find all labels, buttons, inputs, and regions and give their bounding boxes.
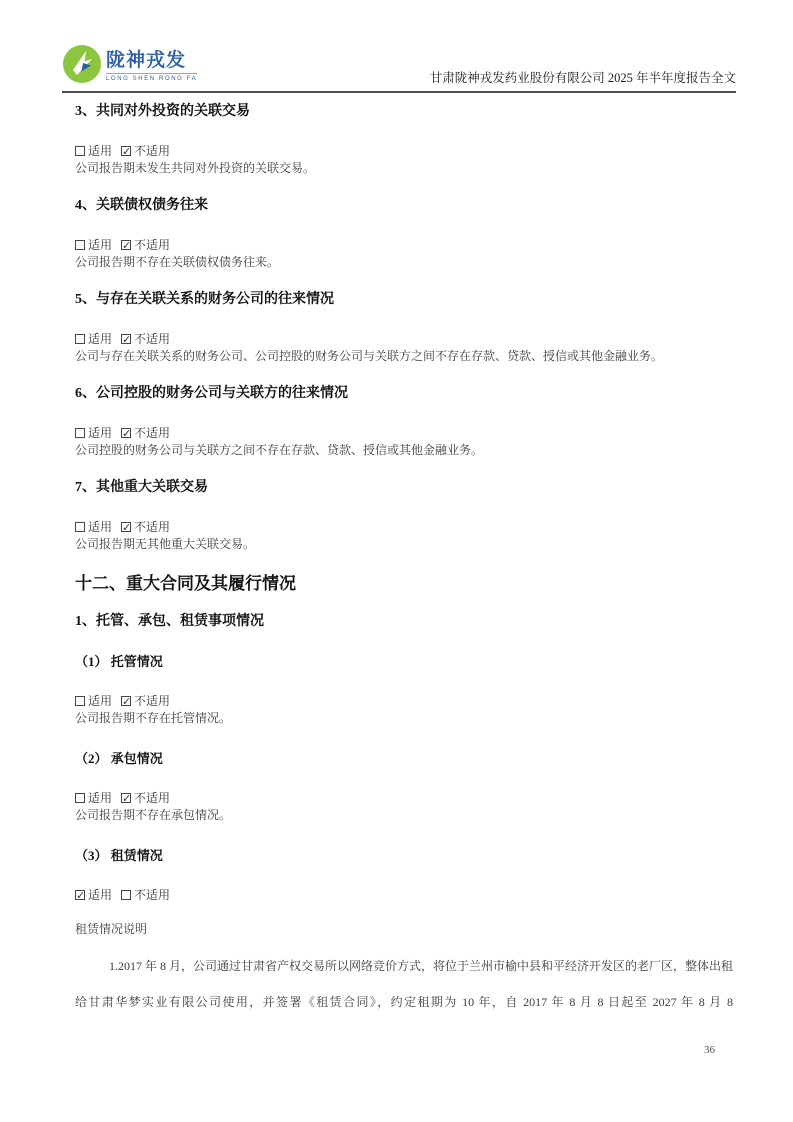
- applicable-label: 适用: [88, 694, 113, 708]
- checkbox-not-applicable-icon: [121, 793, 131, 803]
- checkbox-applicable-icon: [75, 522, 85, 532]
- section-4-applicability: [75, 237, 733, 254]
- section-3-heading: 3、共同对外投资的关联交易: [75, 104, 250, 119]
- company-name-en: LONG SHEN RONG FA: [106, 73, 197, 82]
- section-3-body: 公司报告期未发生共同对外投资的关联交易。: [75, 161, 316, 175]
- report-body: [0, 103, 793, 1020]
- checkbox-not-applicable-icon: [121, 890, 131, 900]
- page-header: [62, 0, 736, 93]
- applicable-label: 适用: [88, 888, 113, 902]
- section-6-heading: 6、公司控股的财务公司与关联方的往来情况: [75, 386, 348, 401]
- checkbox-not-applicable-icon: [121, 334, 131, 344]
- contracting-body: 公司报告期不存在承包情况。: [75, 808, 232, 822]
- lease-paragraph: 1.2017 年 8 月，公司通过甘肃省产权交易所以网络竞价方式，将位于兰州市榆中县和平经济开发区的老厂区，整体出租给甘肃华梦实业有限公司使用，并签署《租赁合同》，约定租期为 10 年，自 2017 年 8 月 8 日起至 2027 年 8 月 8: [75, 959, 734, 1009]
- not-applicable-label: 不适用: [134, 332, 171, 346]
- applicable-label: 适用: [88, 238, 113, 252]
- applicable-label: 适用: [88, 332, 113, 346]
- not-applicable-label: 不适用: [134, 791, 171, 805]
- section-3-applicability: [75, 143, 733, 160]
- applicable-label: 适用: [88, 426, 113, 440]
- chapter-12-sub1-heading: 1、托管、承包、租赁事项情况: [75, 614, 264, 629]
- checkbox-applicable-icon: [75, 696, 85, 706]
- lease-applicability: [75, 887, 733, 904]
- checkbox-not-applicable-icon: [121, 146, 131, 156]
- section-5-heading: 5、与存在关联关系的财务公司的往来情况: [75, 292, 334, 307]
- company-logo: [62, 44, 197, 89]
- applicable-label: 适用: [88, 520, 113, 534]
- contracting-heading: （2） 承包情况: [75, 751, 163, 766]
- not-applicable-label: 不适用: [134, 238, 171, 252]
- checkbox-applicable-icon: [75, 240, 85, 250]
- checkbox-applicable-icon: [75, 793, 85, 803]
- contracting-applicability: [75, 790, 733, 807]
- checkbox-not-applicable-icon: [121, 240, 131, 250]
- section-7-heading: 7、其他重大关联交易: [75, 480, 208, 495]
- section-5-applicability: [75, 331, 733, 348]
- checkbox-applicable-icon: [75, 428, 85, 438]
- company-logo-text: [106, 51, 197, 82]
- not-applicable-label: 不适用: [134, 694, 171, 708]
- chapter-12-heading: 十二、重大合同及其履行情况: [75, 574, 296, 593]
- section-7-body: 公司报告期无其他重大关联交易。: [75, 537, 256, 551]
- checkbox-applicable-icon: [75, 334, 85, 344]
- company-name-cn: 陇神戎发: [106, 50, 187, 71]
- section-6-body: 公司控股的财务公司与关联方之间不存在存款、贷款、授信或其他金融业务。: [75, 443, 484, 457]
- section-5-body: 公司与存在关联关系的财务公司、公司控股的财务公司与关联方之间不存在存款、贷款、授信或其他金融业务。: [75, 349, 664, 363]
- section-7-applicability: [75, 519, 733, 536]
- checkbox-applicable-icon: [75, 890, 85, 900]
- not-applicable-label: 不适用: [134, 144, 171, 158]
- custody-body: 公司报告期不存在托管情况。: [75, 711, 232, 725]
- applicable-label: 适用: [88, 144, 113, 158]
- checkbox-not-applicable-icon: [121, 696, 131, 706]
- custody-heading: （1） 托管情况: [75, 654, 163, 669]
- lease-note-label: 租赁情况说明: [75, 922, 148, 936]
- not-applicable-label: 不适用: [134, 426, 171, 440]
- section-4-heading: 4、关联债权债务往来: [75, 198, 208, 213]
- not-applicable-label: 不适用: [134, 520, 171, 534]
- checkbox-applicable-icon: [75, 146, 85, 156]
- checkbox-not-applicable-icon: [121, 428, 131, 438]
- not-applicable-label: 不适用: [134, 888, 171, 902]
- section-4-body: 公司报告期不存在关联债权债务往来。: [75, 255, 280, 269]
- custody-applicability: [75, 693, 733, 710]
- section-6-applicability: [75, 425, 733, 442]
- lease-heading: （3） 租赁情况: [75, 848, 163, 863]
- checkbox-not-applicable-icon: [121, 522, 131, 532]
- applicable-label: 适用: [88, 791, 113, 805]
- page-number: 36: [704, 1044, 715, 1056]
- company-logo-icon: [62, 44, 102, 89]
- report-title: 甘肃陇神戎发药业股份有限公司 2025 年半年度报告全文: [429, 71, 736, 85]
